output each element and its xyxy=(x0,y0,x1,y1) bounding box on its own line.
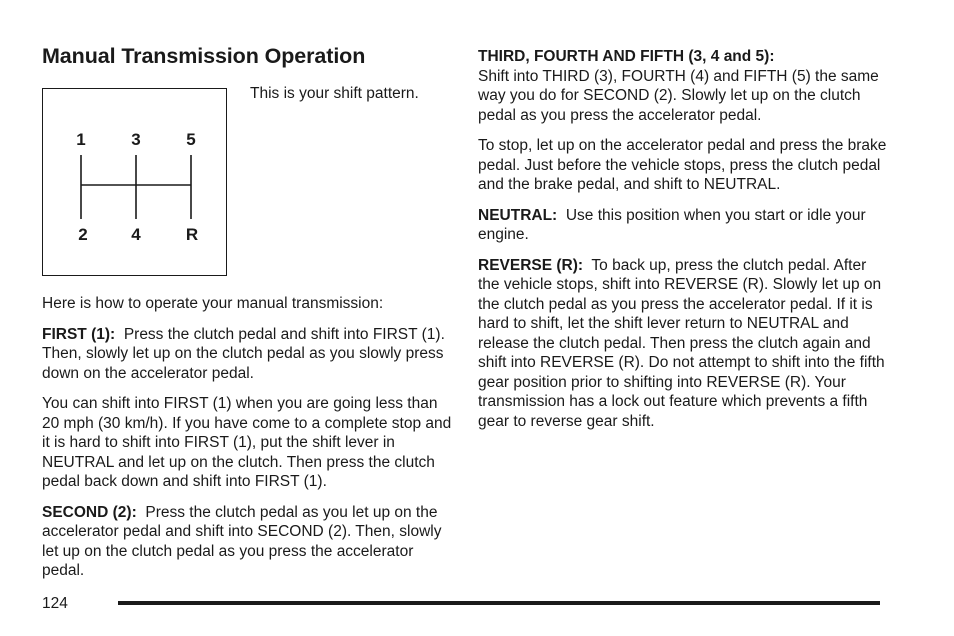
gear-3-label: 3 xyxy=(131,130,141,149)
gear-2-label: 2 xyxy=(78,225,88,244)
neutral-heading: NEUTRAL: xyxy=(478,206,558,224)
page-number: 124 xyxy=(42,595,68,612)
gear-5-label: 5 xyxy=(186,130,196,149)
footer-rule xyxy=(118,601,880,605)
second-gear-text: Press the clutch pedal as you let up on the accelerator pedal and shift into SECOND (2). Then, slowly let up on the clutch pedal as you press the accelerator pedal. xyxy=(42,503,442,579)
first-gear-text: Press the clutch pedal and shift into FIRST (1). Then, slowly let up on the clutch pedal as you slowly press down on the accelerator pedal. xyxy=(42,325,445,382)
third-fifth-heading: THIRD, FOURTH AND FIFTH (3, 4 and 5): xyxy=(478,48,775,65)
third-fifth-paragraph xyxy=(478,47,888,125)
gear-r-label: R xyxy=(185,225,199,244)
reverse-text: To back up, press the clutch pedal. After the vehicle stops, shift into REVERSE (R). Slowly let up on the clutch pedal as you press the accelerator pedal. If it is hard to shift, let the shift lever return to NEUTRAL and release the clutch pedal. Then press the clutch again and shift into REVERSE (R). Do not attempt to shift into the fifth gear position prior to shifting into REVERSE (R). Your transmission has a lock out feature which prevents a fifth gear to reverse gear shift. xyxy=(478,256,885,430)
diagram-caption: This is your shift pattern. xyxy=(250,85,419,102)
second-gear-heading: SECOND (2): xyxy=(42,503,137,521)
first-gear-paragraph xyxy=(42,325,452,384)
stop-paragraph: To stop, let up on the accelerator pedal and press the brake pedal. Just before the vehicle stops, press the clutch pedal and the brake pedal, and shift to NEUTRAL. xyxy=(478,137,887,193)
third-fifth-text: Shift into THIRD (3), FOURTH (4) and FIFTH (5) the same way you do for SECOND (2). Slowly let up on the clutch pedal as you press the accelerator pedal. xyxy=(478,67,879,124)
shift-pattern-diagram xyxy=(42,88,227,276)
first-gear-heading: FIRST (1): xyxy=(42,325,116,343)
gear-1-label: 1 xyxy=(76,130,86,149)
right-column xyxy=(478,47,888,442)
left-column xyxy=(42,294,452,592)
second-gear-paragraph xyxy=(42,503,452,581)
shift-pattern-svg xyxy=(43,89,228,277)
reverse-heading: REVERSE (R): xyxy=(478,256,584,274)
gear-4-label: 4 xyxy=(131,225,141,244)
intro-paragraph: Here is how to operate your manual transmission: xyxy=(42,295,384,312)
first-gear-note: You can shift into FIRST (1) when you are going less than 20 mph (30 km/h). If you have come to a complete stop and it is hard to shift into FIRST (1), put the shift lever in NEUTRAL and let up on the clutch. Then press the clutch pedal back down and shift into FIRST (1). xyxy=(42,395,452,490)
neutral-text: Use this position when you start or idle your engine. xyxy=(478,206,866,243)
page-title: Manual Transmission Operation xyxy=(42,44,366,68)
neutral-paragraph xyxy=(478,206,888,245)
reverse-paragraph xyxy=(478,256,888,432)
